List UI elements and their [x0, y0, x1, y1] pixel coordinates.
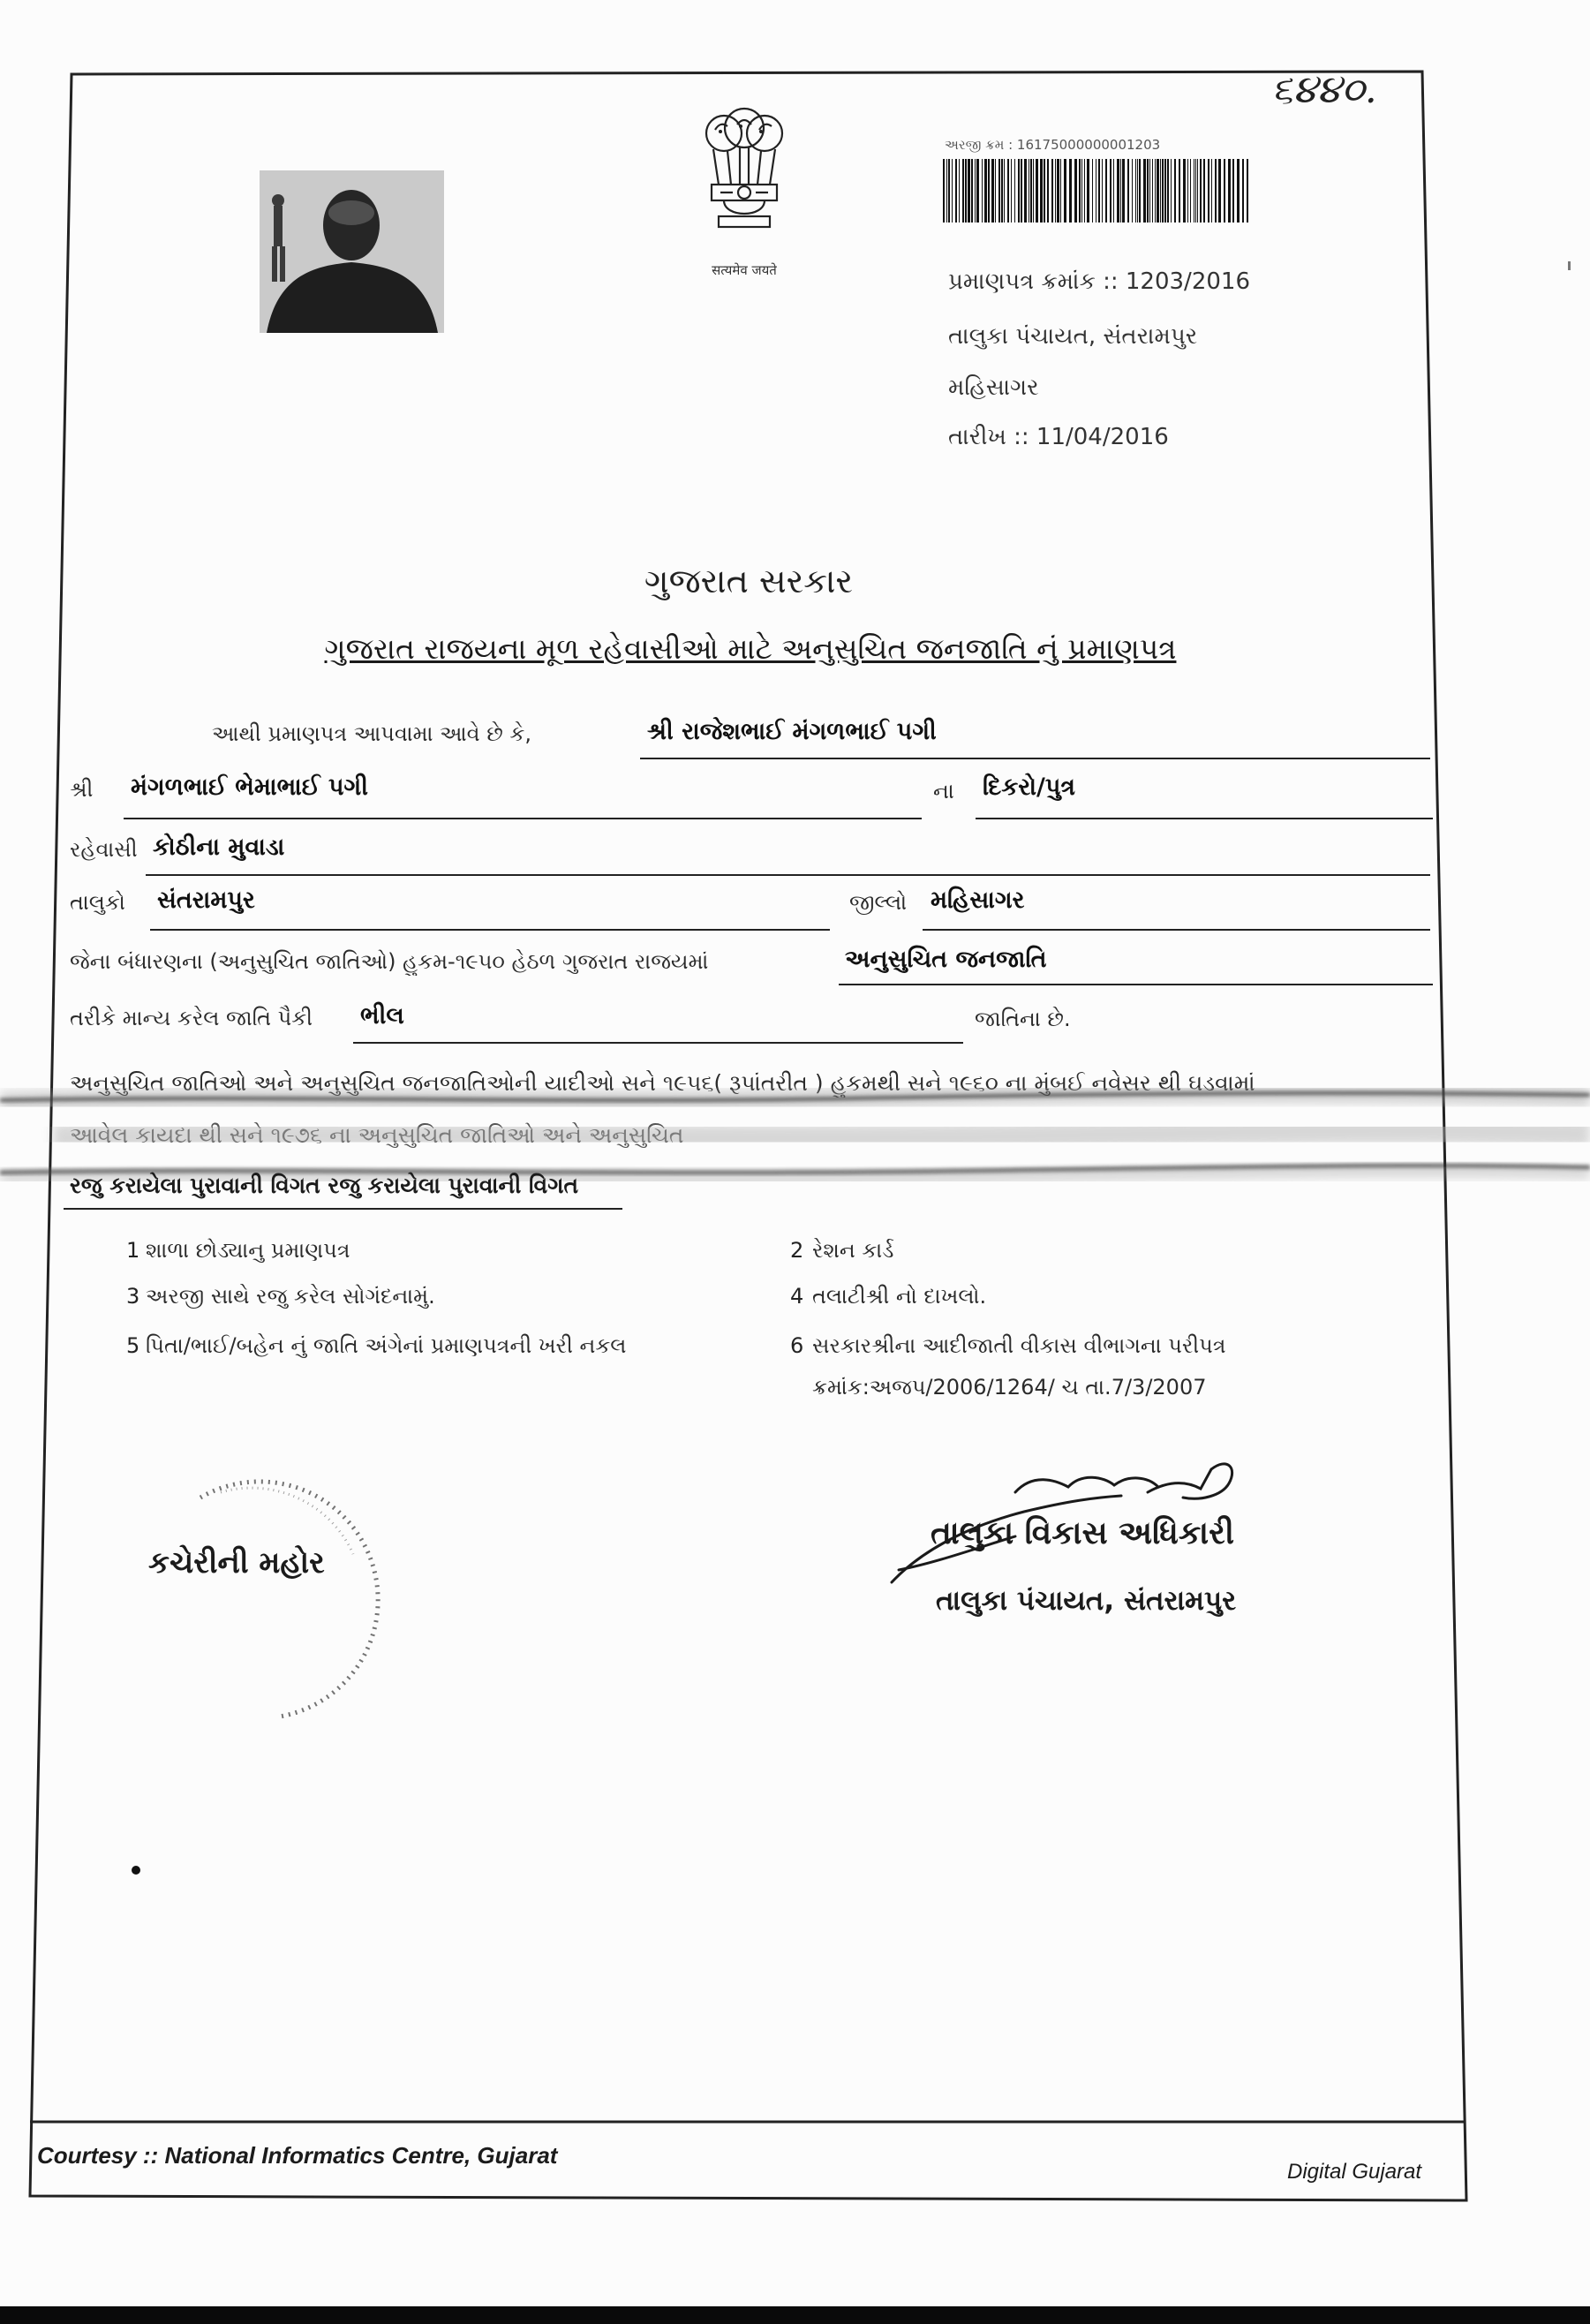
intro-text: આથી પ્રમાણપત્ર આપવામા આવે છે કે,	[212, 721, 531, 746]
taluka: સંતરામપુર	[157, 887, 255, 914]
evidence-item-number: 5	[126, 1333, 140, 1358]
village: કોઠીના મુવાડા	[153, 834, 285, 861]
issuing-office: તાલુકા પંચાયત, સંતરામપુર	[948, 323, 1198, 350]
category: અનુસુચિત જનજાતિ	[845, 946, 1047, 973]
legal-line-1: અનુસુચિત જાતિઓ અને અનુસુચિત જનજાતિઓની યાદીઓ સને ૧૯૫૬( રૂપાંતરીત ) હુકમથી સને ૧૯૬૦ ના મુંબઈ નવેસર થી ઘડવામાં	[70, 1070, 1255, 1096]
relation: દિકરો/પુત્ર	[983, 773, 1075, 801]
evidence-item-text: અરજી સાથે રજુ કરેલ સોગંદનામું.	[146, 1284, 435, 1309]
issuing-district: મહિસાગર	[948, 374, 1039, 401]
issue-date-label: તારીખ ::	[948, 424, 1029, 450]
evidence-item-reference: ક્રમાંક:અજપ/2006/1264/ ચ તા.7/3/2007	[812, 1375, 1207, 1400]
caste-suffix: જાતિના છે.	[975, 1007, 1071, 1031]
barcode-label: અરજી ક્રમ :	[945, 137, 1014, 153]
footer-brand: Digital Gujarat	[1287, 2160, 1422, 2184]
government-title: ગુજરાત સરકાર	[644, 562, 854, 600]
caste: ભીલ	[360, 1002, 404, 1030]
barcode-number: 16175000000001203	[1016, 137, 1161, 153]
evidence-item-text: પિતા/ભાઈ/બહેન નું જાતિ અંગેનાં પ્રમાણપત્રની ખરી નકલ	[146, 1333, 627, 1358]
evidence-heading: રજુ કરાયેલા પુરાવાની વિગત રજુ કરાયેલા પુરાવાની વિગત	[70, 1173, 579, 1198]
evidence-item-text: સરકારશ્રીના આદીજાતી વીકાસ વીભાગના પરીપત્ર	[812, 1333, 1226, 1358]
of-label: ના	[933, 779, 954, 804]
signatory-office: તાલુકા પંચાયત, સંતરામપુર	[936, 1585, 1237, 1617]
evidence-item-number: 3	[126, 1284, 140, 1309]
father-name: મંગળભાઈ ભેમાભાઈ પગી	[131, 773, 368, 801]
certificate-number-label: પ્રમાણપત્ર ક્રમાંક ::	[948, 268, 1119, 295]
office-seal-label: કચેરીની મહોર	[148, 1545, 325, 1581]
evidence-item-number: 2	[790, 1238, 804, 1263]
evidence-item-number: 6	[790, 1333, 804, 1358]
recognized-label: તરીકે માન્ય કરેલ જાતિ પૈકી	[70, 1006, 313, 1030]
handwritten-note: ૬૪૪૦.	[1271, 67, 1377, 112]
certificate-title: ગુજરાત રાજયના મૂળ રહેવાસીઓ માટે અનુસુચિત જનજાતિ નું પ્રમાણપત્ર	[324, 631, 1177, 666]
resident-label: રહેવાસી	[70, 837, 138, 862]
certificate-number: 1203/2016	[1125, 268, 1250, 295]
district-label: જીલ્લો	[849, 890, 908, 915]
applicant-name: શ્રી રાજેશભાઈ મંગળભાઈ પગી	[647, 718, 937, 745]
order-text: જેના બંધારણના (અનુસુચિત જાતિઓ) હુકમ-૧૯૫૦ હેઠળ ગુજરાત રાજયમાં	[70, 949, 709, 974]
taluka-label: તાલુકો	[70, 890, 125, 915]
evidence-item-text: શાળા છોડ્યાનુ પ્રમાણપત્ર	[146, 1238, 350, 1263]
legal-line-2: આવેલ કાયદા થી સને ૧૯૭૬ ના અનુસુચિત જાતિઓ અને અનુસુચિત	[70, 1122, 684, 1148]
footer-courtesy: Courtesy :: National Informatics Centre, Gujarat	[37, 2142, 558, 2169]
evidence-item-text: તલાટીશ્રી નો દાખલો.	[812, 1284, 987, 1309]
signatory-designation: તાલુકા વિકાસ અધિકારી	[931, 1515, 1235, 1551]
issue-date: 11/04/2016	[1036, 424, 1169, 450]
district: મહિસાગર	[931, 887, 1025, 914]
emblem-motto: सत्यमेव जयते	[712, 262, 777, 278]
evidence-item-number: 1	[126, 1238, 140, 1263]
evidence-item-number: 4	[790, 1284, 804, 1309]
evidence-item-text: રેશન કાર્ડ	[812, 1238, 894, 1263]
father-prefix: શ્રી	[70, 777, 94, 802]
